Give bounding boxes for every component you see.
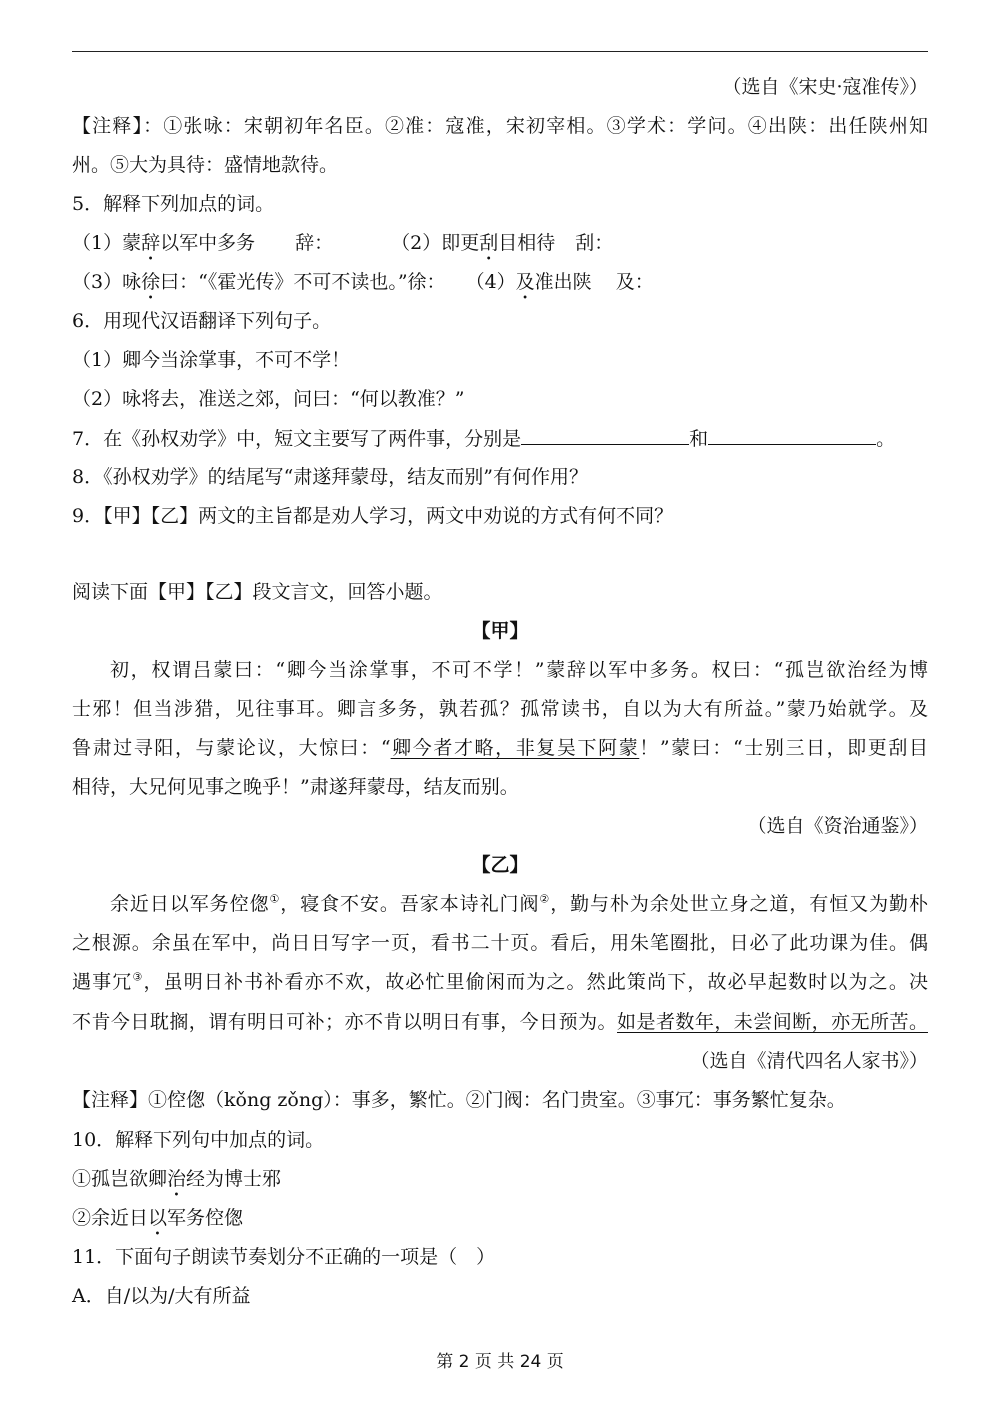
question-6-sentence: （2）咏将去，准送之郊，问曰：“何以教准？” <box>72 388 465 410</box>
passage-yi-title: 【乙】 <box>471 854 529 876</box>
answer-blank[interactable] <box>521 426 689 445</box>
question-9: 9．【甲】【乙】两文的主旨都是劝人学习，两文中劝说的方式有何不同？ <box>72 505 674 527</box>
text: ①孤岂欲卿 <box>72 1168 168 1190</box>
text: 。 <box>876 428 896 450</box>
header-rule <box>72 51 928 52</box>
text: ，虽明日补书补看亦不欢，故必忙里偷闲而为之。然此策尚下，故必早起数时以为之。决 <box>143 971 928 993</box>
question-8: 8．《孙权劝学》的结尾写“肃遂拜蒙母，结友而别”有何作用？ <box>72 466 589 488</box>
text: （3）咏 <box>72 271 142 293</box>
question-11-title: 11．下面句子朗读节奏划分不正确的一项是（ ） <box>72 1246 496 1268</box>
answer-label: 刮： <box>575 232 614 254</box>
question-10-item <box>72 1167 928 1201</box>
passage-line: 士邪！但当涉猎，见往事耳。卿言多务，孰若孤？孤常读书，自以为大有所益。”蒙乃始就学。及 <box>72 698 928 720</box>
question-11-option-a: A．自/以为/大有所益 <box>72 1285 251 1307</box>
answer-blank[interactable] <box>708 426 876 445</box>
text: 准出陕 <box>534 271 592 293</box>
question-5-row <box>72 231 928 265</box>
footnote-marker: ① <box>269 892 281 906</box>
question-6-title: 6．用现代汉语翻译下列句子。 <box>72 310 332 332</box>
passage-line <box>72 892 928 916</box>
passage-line <box>72 736 928 760</box>
source-citation: （选自《清代四名人家书》） <box>690 1050 928 1072</box>
text: ！”蒙曰：“士别三日，即更刮目 <box>639 737 928 759</box>
text: 曰：“《霍光传》不可不读也。” <box>160 271 408 293</box>
page-footer: 第 2 页 共 24 页 <box>436 1352 564 1372</box>
reading-intro: 阅读下面【甲】【乙】段文言文，回答小题。 <box>72 581 443 603</box>
question-10-title: 10．解释下列句中加点的词。 <box>72 1129 325 1151</box>
emphasized-word: 治 <box>167 1168 187 1190</box>
text: ②余近日 <box>72 1207 149 1229</box>
text: （2）即更 <box>391 232 480 254</box>
answer-label: 徐： <box>407 271 446 293</box>
text: 以军中多务 <box>160 232 256 254</box>
text: ，寝食不安。吾家本诗礼门阀 <box>280 893 540 915</box>
question-7 <box>72 426 928 451</box>
text: 经为博士邪 <box>186 1168 282 1190</box>
emphasized-word: 及 <box>515 271 535 293</box>
text: 目相待 <box>498 232 556 254</box>
footnote-marker: ② <box>539 892 551 906</box>
text: 遇事冗 <box>72 971 133 993</box>
passage-line: 初，权谓吕蒙曰：“卿今当涂掌事，不可不学！”蒙辞以军中多务。权曰：“孤岂欲治经为博 <box>110 659 928 681</box>
text: 和 <box>689 428 709 450</box>
passage-line <box>72 1010 928 1034</box>
passage-line: 之根源。余虽在军中，尚日日写字一页，看书二十页。看后，用朱笔圈批，日必了此功课为佳。偶 <box>72 932 928 954</box>
emphasized-word: 刮 <box>479 232 499 254</box>
footnote-marker: ③ <box>132 970 144 984</box>
text: 鲁肃过寻阳，与蒙论议，大惊曰：“ <box>72 737 391 759</box>
annotation-line: 【注释】①倥偬（kǒng zǒng）：事多，繁忙。②门阀：名门贵室。③事冗：事务繁忙复杂。 <box>72 1089 846 1111</box>
annotation-line: 州。⑤大为具待：盛情地款待。 <box>72 154 339 176</box>
text: 不肯今日耽搁，谓有明日可补；亦不肯以明日有事，今日预为。 <box>72 1011 618 1033</box>
passage-jia-title: 【甲】 <box>471 620 529 642</box>
annotation-line: 【注释】：①张咏：宋朝初年名臣。②准：寇准，宋初宰相。③学术：学问。④出陕：出任陕州知 <box>72 115 928 137</box>
passage-line: 相待，大兄何见事之晚乎！”肃遂拜蒙母，结友而别。 <box>72 776 519 798</box>
question-10-item <box>72 1206 928 1240</box>
source-citation: （选自《资治通鉴》） <box>747 815 928 837</box>
text: 军务倥偬 <box>167 1207 244 1229</box>
source-citation: （选自《宋史·寇准传》） <box>722 76 928 98</box>
passage-line <box>72 970 928 994</box>
emphasized-word: 徐 <box>141 271 161 293</box>
text: ，勤与朴为余处世立身之道，有恒又为勤朴 <box>550 893 928 915</box>
question-5-title: 5．解释下列加点的词。 <box>72 193 275 215</box>
answer-label: 及： <box>615 271 654 293</box>
emphasized-word: 以 <box>148 1207 168 1229</box>
underlined-sentence: 卿今者才略，非复吴下阿蒙 <box>390 737 640 759</box>
question-5-row <box>72 270 928 304</box>
text: （4） <box>465 271 516 293</box>
text: 余近日以军务倥偬 <box>110 893 270 915</box>
answer-label: 辞： <box>295 232 334 254</box>
text: （1）蒙 <box>72 232 142 254</box>
emphasized-word: 辞 <box>141 232 161 254</box>
question-6-sentence: （1）卿今当涂掌事，不可不学！ <box>72 349 351 371</box>
text: 7．在《孙权劝学》中，短文主要写了两件事，分别是 <box>72 428 522 450</box>
underlined-sentence: 如是者数年，未尝间断，亦无所苦。 <box>617 1011 928 1033</box>
